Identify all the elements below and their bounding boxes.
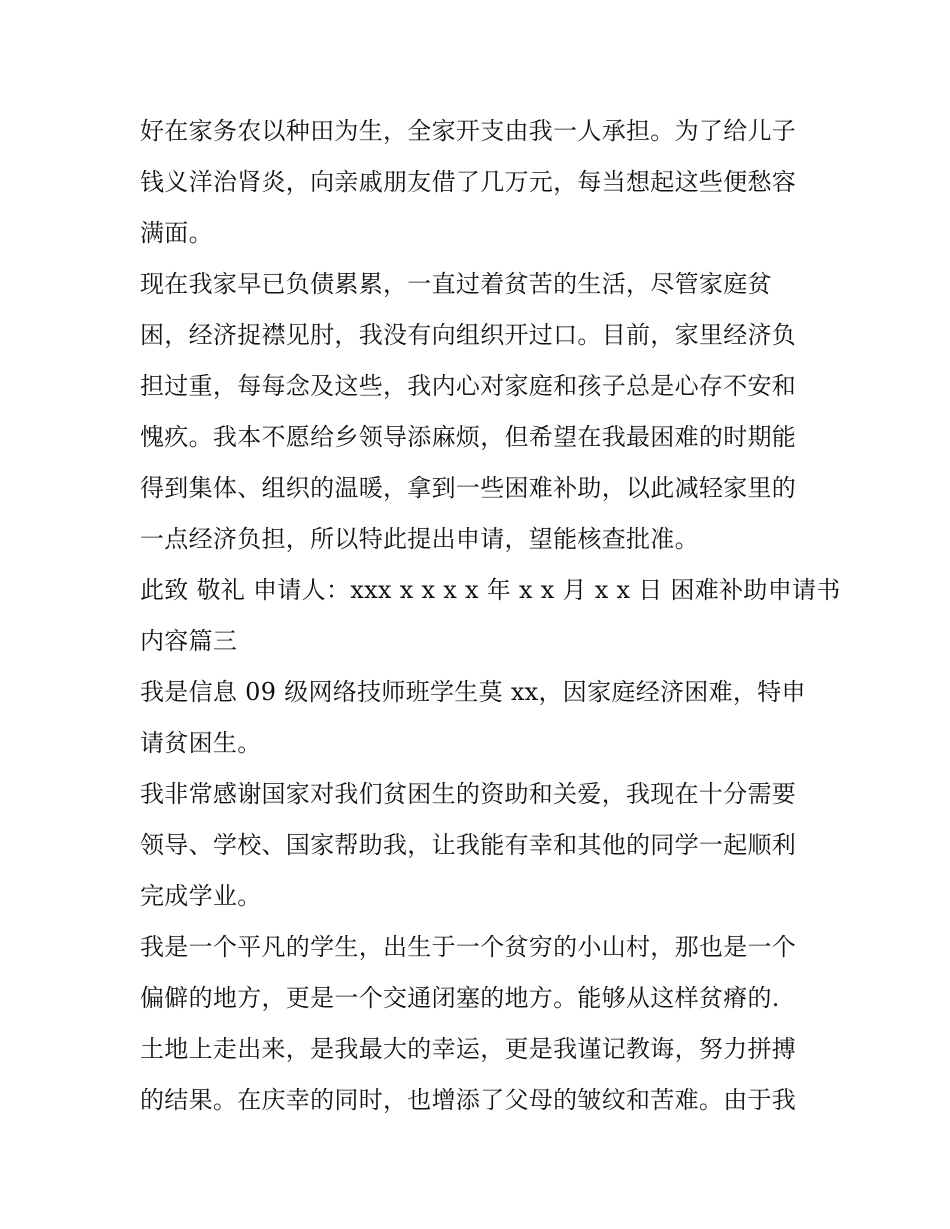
text-line: 请贫困生。 — [140, 729, 262, 757]
text-line: 一点经济负担，所以特此提出申请，望能核查批准。 — [140, 525, 699, 553]
text-line: 此致 敬礼 申请人：xxx x x x x 年 x x 月 x x 日 困难补助申请书 — [140, 576, 841, 604]
text-line: 领导、学校、国家帮助我，让我能有幸和其他的同学一起顺利 — [140, 831, 797, 859]
text-line: 满面。 — [140, 219, 213, 247]
text-line: 的结果。在庆幸的同时，也增添了父母的皱纹和苦难。由于我 — [140, 1086, 797, 1114]
text-line: 偏僻的地方，更是一个交通闭塞的地方。能够从这样贫瘠的. — [140, 984, 780, 1012]
text-line: 完成学业。 — [140, 882, 262, 910]
text-line: 好在家务农以种田为生，全家开支由我一人承担。为了给儿子 — [140, 117, 797, 145]
text-line: 钱义洋治肾炎，向亲戚朋友借了几万元，每当想起这些便愁容 — [140, 168, 797, 196]
text-line: 现在我家早已负债累累，一直过着贫苦的生活，尽管家庭贫 — [140, 270, 772, 298]
text-line: 土地上走出来，是我最大的幸运，更是我谨记教诲，努力拼搏 — [140, 1035, 797, 1063]
text-line: 我是信息 09 级网络技师班学生莫 xx，因家庭经济困难，特申 — [140, 678, 806, 706]
text-line: 得到集体、组织的温暖，拿到一些困难补助，以此减轻家里的 — [140, 474, 797, 502]
document-body — [140, 106, 841, 1126]
text-line: 我是一个平凡的学生，出生于一个贫穷的小山村，那也是一个 — [140, 933, 797, 961]
text-line: 困，经济捉襟见肘，我没有向组织开过口。目前，家里经济负 — [140, 321, 797, 349]
text-line: 愧疚。我本不愿给乡领导添麻烦，但希望在我最困难的时期能 — [140, 423, 797, 451]
text-line: 担过重，每每念及这些，我内心对家庭和孩子总是心存不安和 — [140, 372, 797, 400]
section-heading-line: 内容篇三 — [140, 627, 238, 655]
text-line: 我非常感谢国家对我们贫困生的资助和关爱，我现在十分需要 — [140, 780, 797, 808]
